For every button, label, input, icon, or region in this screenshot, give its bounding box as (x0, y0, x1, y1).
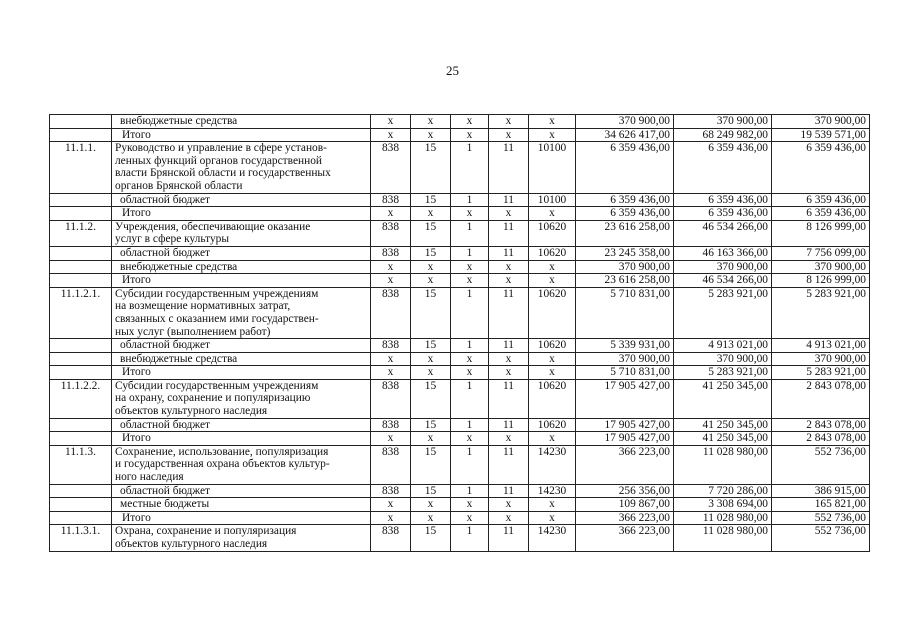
cell-name-line: объектов культурного наследия (115, 405, 268, 418)
cell-vr: х (529, 115, 576, 129)
cell-cs: х (489, 352, 529, 366)
cell-cs: 11 (489, 525, 529, 551)
cell-pr: 1 (451, 484, 489, 498)
cell-amount-year3: 8 126 999,00 (772, 274, 870, 288)
cell-pr: х (451, 260, 489, 274)
cell-pr: 1 (451, 379, 489, 418)
cell-code (50, 352, 112, 366)
cell-name (112, 287, 371, 338)
cell-amount-year2: 7 720 286,00 (674, 484, 772, 498)
cell-pr: 1 (451, 220, 489, 246)
cell-amount-year1: 17 905 427,00 (576, 432, 674, 446)
table-row (50, 115, 870, 129)
cell-pr: х (451, 498, 489, 512)
cell-name (112, 445, 371, 484)
cell-amount-year3: 8 126 999,00 (772, 220, 870, 246)
cell-cs: 11 (489, 193, 529, 207)
cell-amount-year1: 34 626 417,00 (576, 128, 674, 142)
cell-code (50, 274, 112, 288)
cell-amount-year3: 165 821,00 (772, 498, 870, 512)
cell-vr: х (529, 207, 576, 221)
table-row (50, 432, 870, 446)
cell-amount-year1: 6 359 436,00 (576, 142, 674, 193)
cell-code (50, 418, 112, 432)
cell-amount-year1: 23 616 258,00 (576, 220, 674, 246)
cell-amount-year2: 370 900,00 (674, 115, 772, 129)
cell-name-line: Охрана, сохранение и популяризация (115, 525, 297, 538)
cell-grbs: х (371, 260, 411, 274)
cell-rz: 15 (411, 246, 451, 260)
cell-amount-year3: 6 359 436,00 (772, 142, 870, 193)
cell-amount-year1: 256 356,00 (576, 484, 674, 498)
cell-amount-year3: 4 913 021,00 (772, 339, 870, 353)
cell-amount-year2: 41 250 345,00 (674, 379, 772, 418)
cell-rz: х (411, 260, 451, 274)
cell-vr: 10620 (529, 379, 576, 418)
cell-pr: 1 (451, 142, 489, 193)
cell-name (112, 193, 371, 207)
table-body (50, 115, 870, 552)
cell-grbs: 838 (371, 142, 411, 193)
cell-amount-year1: 370 900,00 (576, 260, 674, 274)
cell-amount-year3: 552 736,00 (772, 445, 870, 484)
cell-grbs: х (371, 498, 411, 512)
cell-pr: 1 (451, 418, 489, 432)
cell-rz: х (411, 432, 451, 446)
cell-cs: х (489, 207, 529, 221)
cell-amount-year2: 6 359 436,00 (674, 193, 772, 207)
cell-vr: 14230 (529, 445, 576, 484)
cell-pr: х (451, 274, 489, 288)
cell-vr: 10620 (529, 418, 576, 432)
cell-amount-year3: 2 843 078,00 (772, 432, 870, 446)
cell-rz: 15 (411, 193, 451, 207)
cell-vr: 10620 (529, 220, 576, 246)
table-row (50, 142, 870, 193)
cell-code (50, 366, 112, 380)
cell-cs: 11 (489, 246, 529, 260)
cell-cs: 11 (489, 339, 529, 353)
table-row (50, 260, 870, 274)
cell-pr: 1 (451, 193, 489, 207)
table-row (50, 246, 870, 260)
cell-name-line: областной бюджет (120, 484, 210, 497)
cell-amount-year3: 6 359 436,00 (772, 193, 870, 207)
cell-amount-year1: 5 339 931,00 (576, 339, 674, 353)
cell-cs: х (489, 128, 529, 142)
cell-name (112, 379, 371, 418)
cell-grbs: 838 (371, 193, 411, 207)
cell-amount-year3: 5 283 921,00 (772, 287, 870, 338)
cell-name (112, 339, 371, 353)
cell-vr: 10100 (529, 142, 576, 193)
cell-vr: х (529, 498, 576, 512)
cell-code: 11.1.2.2. (50, 379, 112, 418)
cell-grbs: 838 (371, 445, 411, 484)
cell-grbs: 838 (371, 246, 411, 260)
cell-amount-year2: 370 900,00 (674, 260, 772, 274)
cell-name-line: Итого (122, 432, 151, 445)
cell-code (50, 128, 112, 142)
cell-code (50, 498, 112, 512)
cell-code: 11.1.2. (50, 220, 112, 246)
cell-rz: х (411, 207, 451, 221)
cell-grbs: 838 (371, 525, 411, 551)
cell-amount-year2: 41 250 345,00 (674, 418, 772, 432)
cell-amount-year1: 17 905 427,00 (576, 379, 674, 418)
cell-amount-year3: 370 900,00 (772, 352, 870, 366)
table-row (50, 287, 870, 338)
cell-name (112, 115, 371, 129)
cell-pr: х (451, 432, 489, 446)
cell-pr: х (451, 207, 489, 221)
cell-code (50, 260, 112, 274)
cell-pr: 1 (451, 339, 489, 353)
cell-amount-year2: 46 163 366,00 (674, 246, 772, 260)
cell-name-line: ленных функций органов государственной (115, 154, 322, 167)
cell-name (112, 511, 371, 525)
cell-amount-year1: 366 223,00 (576, 525, 674, 551)
cell-amount-year1: 370 900,00 (576, 115, 674, 129)
cell-vr: х (529, 352, 576, 366)
cell-rz: 15 (411, 379, 451, 418)
cell-name (112, 352, 371, 366)
cell-amount-year1: 370 900,00 (576, 352, 674, 366)
page-number: 25 (446, 63, 459, 78)
cell-name-line: Итого (122, 274, 151, 287)
cell-pr: х (451, 366, 489, 380)
cell-grbs: 838 (371, 418, 411, 432)
cell-grbs: х (371, 207, 411, 221)
cell-amount-year2: 6 359 436,00 (674, 207, 772, 221)
cell-vr: х (529, 128, 576, 142)
cell-amount-year3: 6 359 436,00 (772, 207, 870, 221)
cell-name (112, 432, 371, 446)
table-row (50, 128, 870, 142)
cell-vr: х (529, 432, 576, 446)
cell-amount-year3: 2 843 078,00 (772, 379, 870, 418)
cell-amount-year1: 5 710 831,00 (576, 366, 674, 380)
cell-pr: 1 (451, 525, 489, 551)
cell-name-line: Сохранение, использование, популяризация (115, 445, 329, 458)
cell-cs: х (489, 115, 529, 129)
cell-amount-year1: 109 867,00 (576, 498, 674, 512)
cell-rz: 15 (411, 484, 451, 498)
cell-code (50, 193, 112, 207)
cell-name-line: Итого (122, 511, 151, 524)
cell-rz: х (411, 498, 451, 512)
table-row (50, 498, 870, 512)
cell-cs: 11 (489, 142, 529, 193)
table-row (50, 207, 870, 221)
cell-cs: 11 (489, 418, 529, 432)
cell-rz: 15 (411, 287, 451, 338)
cell-name-line: власти Брянской области и государственных (115, 167, 331, 180)
cell-grbs: 838 (371, 484, 411, 498)
cell-vr: 10100 (529, 193, 576, 207)
cell-grbs: 838 (371, 339, 411, 353)
cell-code (50, 339, 112, 353)
cell-name-line: внебюджетные средства (120, 352, 238, 365)
cell-amount-year2: 46 534 266,00 (674, 274, 772, 288)
cell-name (112, 484, 371, 498)
cell-name (112, 418, 371, 432)
cell-name-line: на возмещение нормативных затрат, (115, 300, 291, 313)
cell-name-line: внебюджетные средства (120, 260, 238, 273)
cell-cs: х (489, 274, 529, 288)
cell-name (112, 246, 371, 260)
table-row (50, 484, 870, 498)
cell-amount-year2: 5 283 921,00 (674, 287, 772, 338)
cell-amount-year2: 370 900,00 (674, 352, 772, 366)
cell-grbs: х (371, 128, 411, 142)
cell-rz: х (411, 511, 451, 525)
cell-cs: 11 (489, 445, 529, 484)
table-row (50, 339, 870, 353)
cell-rz: х (411, 115, 451, 129)
cell-name-line: органов Брянской области (115, 179, 243, 192)
cell-vr: х (529, 274, 576, 288)
cell-rz: 15 (411, 418, 451, 432)
cell-name-line: областной бюджет (120, 246, 210, 259)
cell-name-line: на охрану, сохранение и популяризацию (115, 392, 311, 405)
cell-amount-year2: 68 249 982,00 (674, 128, 772, 142)
cell-amount-year2: 41 250 345,00 (674, 432, 772, 446)
cell-amount-year3: 552 736,00 (772, 525, 870, 551)
cell-vr: 10620 (529, 287, 576, 338)
cell-amount-year2: 46 534 266,00 (674, 220, 772, 246)
cell-name (112, 128, 371, 142)
cell-name (112, 525, 371, 551)
cell-code (50, 511, 112, 525)
cell-amount-year1: 366 223,00 (576, 511, 674, 525)
cell-amount-year2: 11 028 980,00 (674, 525, 772, 551)
cell-grbs: 838 (371, 379, 411, 418)
cell-code: 11.1.2.1. (50, 287, 112, 338)
cell-rz: 15 (411, 220, 451, 246)
cell-cs: 11 (489, 484, 529, 498)
cell-amount-year1: 6 359 436,00 (576, 193, 674, 207)
cell-amount-year3: 7 756 099,00 (772, 246, 870, 260)
table-row (50, 352, 870, 366)
cell-name-line: ных услуг (выполнением работ) (115, 325, 271, 338)
cell-amount-year3: 370 900,00 (772, 260, 870, 274)
cell-rz: 15 (411, 339, 451, 353)
cell-amount-year2: 11 028 980,00 (674, 511, 772, 525)
cell-code: 11.1.3. (50, 445, 112, 484)
cell-name-line: Субсидии государственным учреждениям (115, 287, 319, 300)
cell-amount-year3: 552 736,00 (772, 511, 870, 525)
cell-rz: х (411, 128, 451, 142)
cell-rz: 15 (411, 525, 451, 551)
cell-name-line: связанных с оказанием ими государствен- (115, 312, 319, 325)
cell-name-line: услуг в сфере культуры (115, 233, 229, 246)
cell-name (112, 498, 371, 512)
cell-cs: х (489, 260, 529, 274)
cell-name-line: и государственная охрана объектов культур- (115, 458, 330, 471)
table-row (50, 525, 870, 551)
cell-pr: х (451, 511, 489, 525)
cell-name-line: Руководство и управление в сфере установ- (115, 142, 327, 155)
cell-cs: х (489, 366, 529, 380)
cell-name-line: Субсидии государственным учреждениям (115, 379, 319, 392)
cell-grbs: х (371, 511, 411, 525)
cell-amount-year3: 370 900,00 (772, 115, 870, 129)
cell-grbs: х (371, 115, 411, 129)
cell-vr: х (529, 260, 576, 274)
table-row (50, 220, 870, 246)
cell-amount-year2: 5 283 921,00 (674, 366, 772, 380)
cell-name-line: Итого (122, 128, 151, 141)
cell-amount-year2: 6 359 436,00 (674, 142, 772, 193)
cell-rz: 15 (411, 142, 451, 193)
cell-amount-year2: 4 913 021,00 (674, 339, 772, 353)
cell-amount-year1: 6 359 436,00 (576, 207, 674, 221)
cell-name-line: местные бюджеты (120, 498, 210, 511)
cell-rz: х (411, 352, 451, 366)
cell-amount-year3: 19 539 571,00 (772, 128, 870, 142)
cell-vr: х (529, 366, 576, 380)
cell-amount-year3: 5 283 921,00 (772, 366, 870, 380)
cell-rz: х (411, 366, 451, 380)
cell-pr: 1 (451, 287, 489, 338)
cell-name-line: Итого (122, 366, 151, 379)
cell-code (50, 115, 112, 129)
cell-pr: 1 (451, 445, 489, 484)
cell-rz: 15 (411, 445, 451, 484)
cell-amount-year2: 11 028 980,00 (674, 445, 772, 484)
cell-cs: 11 (489, 287, 529, 338)
table-row (50, 511, 870, 525)
cell-code (50, 432, 112, 446)
cell-grbs: х (371, 432, 411, 446)
cell-grbs: 838 (371, 287, 411, 338)
cell-name-line: Учреждения, обеспечивающие оказание (115, 220, 311, 233)
cell-vr: 14230 (529, 484, 576, 498)
cell-grbs: 838 (371, 220, 411, 246)
cell-name-line: Итого (122, 207, 151, 220)
cell-amount-year3: 386 915,00 (772, 484, 870, 498)
table-row (50, 274, 870, 288)
cell-name (112, 260, 371, 274)
cell-grbs: х (371, 352, 411, 366)
cell-vr: 10620 (529, 339, 576, 353)
cell-name-line: областной бюджет (120, 339, 210, 352)
table-row (50, 418, 870, 432)
cell-grbs: х (371, 274, 411, 288)
cell-amount-year1: 5 710 831,00 (576, 287, 674, 338)
cell-code: 11.1.3.1. (50, 525, 112, 551)
cell-name (112, 207, 371, 221)
cell-cs: х (489, 498, 529, 512)
cell-name-line: объектов культурного наследия (115, 538, 268, 550)
cell-pr: х (451, 128, 489, 142)
cell-amount-year1: 23 245 358,00 (576, 246, 674, 260)
cell-name (112, 142, 371, 193)
budget-table (49, 114, 870, 552)
cell-name (112, 220, 371, 246)
cell-rz: х (411, 274, 451, 288)
cell-code (50, 246, 112, 260)
cell-name (112, 274, 371, 288)
cell-vr: х (529, 511, 576, 525)
cell-code: 11.1.1. (50, 142, 112, 193)
cell-cs: х (489, 511, 529, 525)
cell-name-line: внебюджетные средства (120, 115, 238, 127)
cell-vr: 10620 (529, 246, 576, 260)
cell-cs: 11 (489, 220, 529, 246)
cell-amount-year3: 2 843 078,00 (772, 418, 870, 432)
cell-pr: х (451, 115, 489, 129)
cell-pr: х (451, 352, 489, 366)
cell-grbs: х (371, 366, 411, 380)
cell-code (50, 484, 112, 498)
cell-amount-year1: 23 616 258,00 (576, 274, 674, 288)
cell-code (50, 207, 112, 221)
cell-name (112, 366, 371, 380)
cell-name-line: ного наследия (115, 471, 184, 484)
cell-amount-year1: 17 905 427,00 (576, 418, 674, 432)
cell-pr: 1 (451, 246, 489, 260)
table-row (50, 445, 870, 484)
cell-name-line: областной бюджет (120, 193, 210, 206)
cell-amount-year1: 366 223,00 (576, 445, 674, 484)
table-row (50, 193, 870, 207)
cell-amount-year2: 3 308 694,00 (674, 498, 772, 512)
cell-vr: 14230 (529, 525, 576, 551)
cell-cs: 11 (489, 379, 529, 418)
cell-name-line: областной бюджет (120, 418, 210, 431)
cell-cs: х (489, 432, 529, 446)
table-row (50, 379, 870, 418)
table-row (50, 366, 870, 380)
